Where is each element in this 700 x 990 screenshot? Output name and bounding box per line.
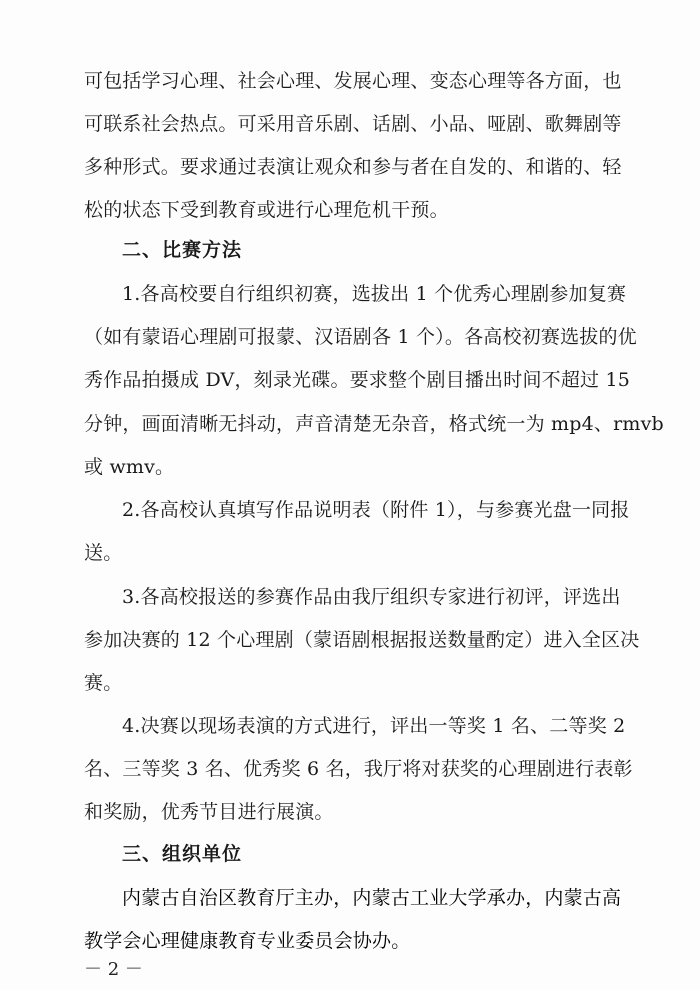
paragraph-line: 松的状态下受到教育或进行心理危机干预。 xyxy=(84,199,449,221)
paragraph-line: 多种形式。要求通过表演让观众和参与者在自发的、和谐的、轻 xyxy=(84,156,622,178)
section-heading-organizers: 三、组织单位 xyxy=(122,843,243,865)
paragraph-line: 参加决赛的 12 个心理剧（蒙语剧根据报送数量酌定）进入全区决 xyxy=(84,629,640,651)
paragraph-line: 4.决赛以现场表演的方式进行，评出一等奖 1 名、二等奖 2 xyxy=(122,715,626,737)
paragraph-line: 名、三等奖 3 名、优秀奖 6 名，我厅将对获奖的心理剧进行表彰 xyxy=(84,758,633,780)
paragraph-line: 送。 xyxy=(84,542,123,564)
paragraph-line: 3.各高校报送的参赛作品由我厅组织专家进行初评，评选出 xyxy=(122,586,621,608)
paragraph-line: 内蒙古自治区教育厅主办，内蒙古工业大学承办，内蒙古高 xyxy=(122,887,622,909)
paragraph-line: 2.各高校认真填写作品说明表（附件 1），与参赛光盘一同报 xyxy=(122,499,630,521)
paragraph-line: 分钟，画面清晰无抖动，声音清楚无杂音，格式统一为 mp4、rmvb xyxy=(84,413,664,435)
paragraph-line: 或 wmv。 xyxy=(84,456,175,478)
paragraph-line: 可联系社会热点。可采用音乐剧、话剧、小品、哑剧、歌舞剧等 xyxy=(84,113,622,135)
paragraph-line: 赛。 xyxy=(84,672,123,694)
page-number: － 2 － xyxy=(84,959,143,980)
paragraph-line: 可包括学习心理、社会心理、发展心理、变态心理等各方面，也 xyxy=(84,70,622,92)
paragraph-line: 和奖励，优秀节目进行展演。 xyxy=(84,801,334,823)
paragraph-line: 1.各高校要自行组织初赛，选拔出 1 个优秀心理剧参加复赛 xyxy=(122,283,627,305)
section-heading-competition-method: 二、比赛方法 xyxy=(122,239,243,261)
paragraph-line: 秀作品拍摄成 DV，刻录光碟。要求整个剧目播出时间不超过 15 xyxy=(84,369,631,391)
paragraph-line: （如有蒙语心理剧可报蒙、汉语剧各 1 个）。各高校初赛选拔的优 xyxy=(84,326,637,348)
paragraph-line-last: 教学会心理健康教育专业委员会协办。 xyxy=(84,930,411,952)
